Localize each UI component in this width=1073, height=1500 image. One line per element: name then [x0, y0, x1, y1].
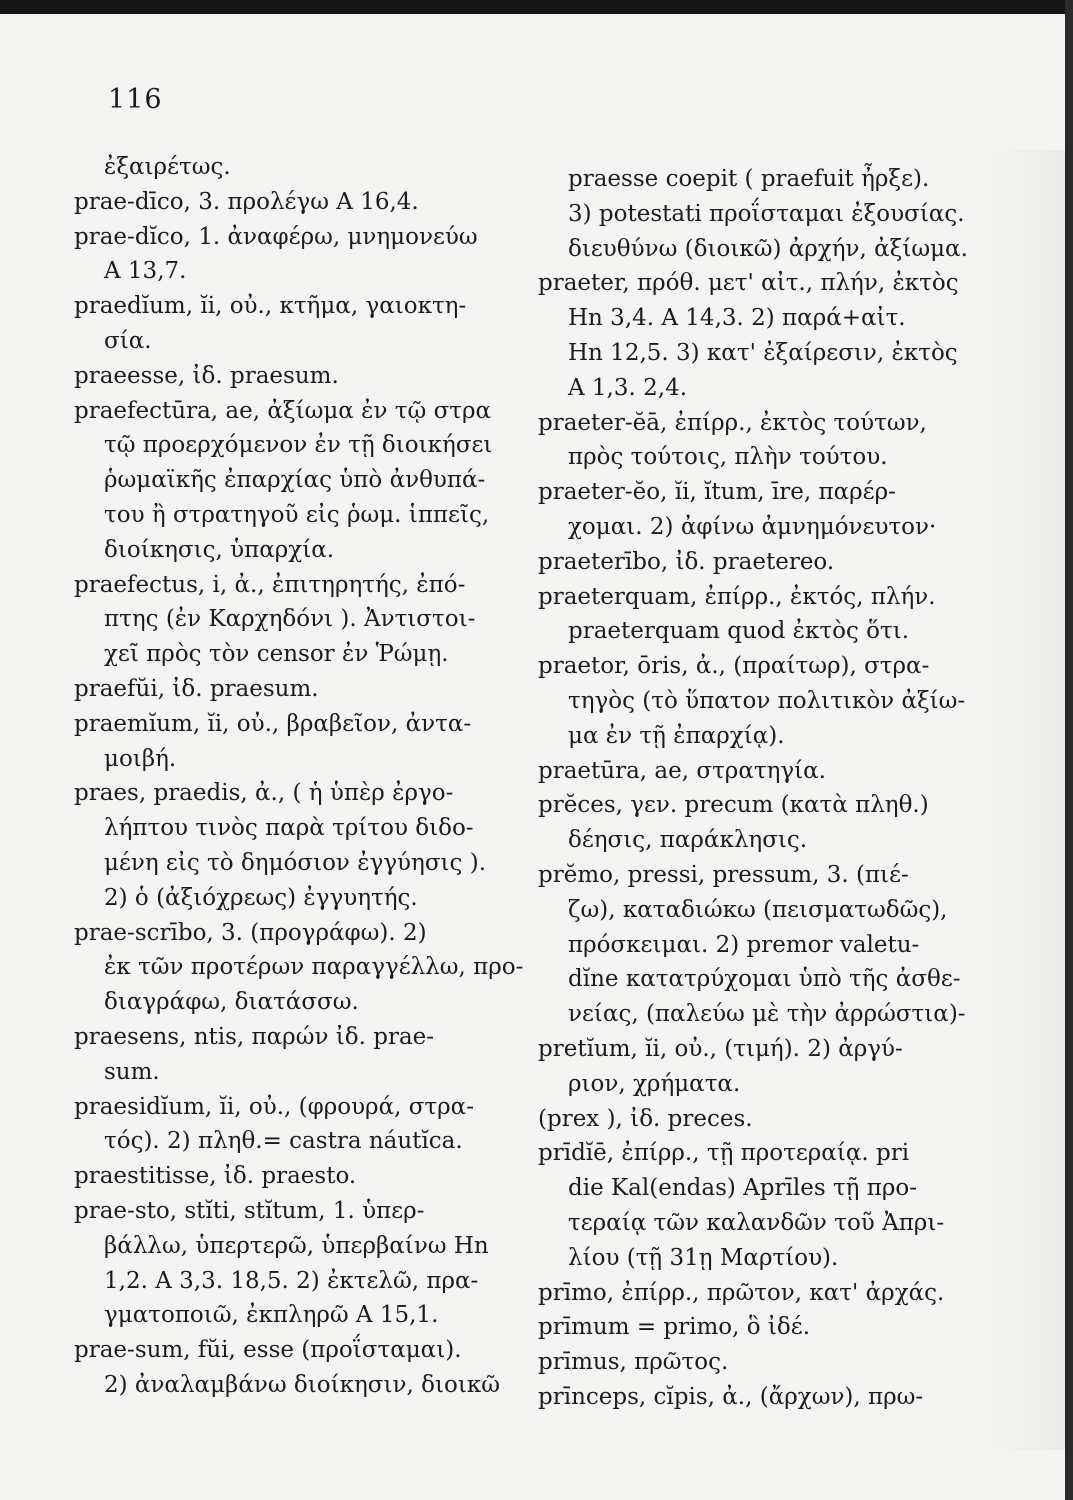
dictionary-line: ἐξαιρέτως.	[104, 154, 231, 180]
right-column	[538, 162, 978, 1415]
dictionary-line: A 13,7.	[104, 258, 187, 285]
dictionary-line: praemĭum, ĭi, οὐ., βραβεῖον, ἀντα-	[74, 710, 472, 737]
dictionary-line: ζω), καταδιώκω (πεισματωδῶς),	[568, 896, 948, 923]
dictionary-line: praestitisse, ἰδ. praesto.	[74, 1163, 357, 1190]
dictionary-line: dĭne κατατρύχομαι ὑπὸ τῆς ἀσθε-	[568, 966, 961, 993]
dictionary-line: praeterquam quod ἐκτὸς ὅτι.	[568, 618, 910, 645]
dictionary-line: μένη εἰς τὸ δημόσιον ἐγγύησις ).	[104, 849, 487, 876]
dictionary-line: prīdĭē, ἐπίρρ., τῇ προτεραίᾳ. pri	[538, 1140, 910, 1167]
dictionary-line: praeter-ĕo, ĭi, ĭtum, īre, παρέρ-	[538, 479, 896, 506]
dictionary-line: νείας, (παλεύω μὲ τὴν ἀρρώστια)-	[568, 1001, 966, 1028]
dictionary-line: τηγὸς (τὸ ὕπατον πολιτικὸν ἀξίω-	[568, 687, 966, 714]
dictionary-line: του ἢ στρατηγοῦ εἰς ῥωμ. ἱππεῖς,	[104, 501, 490, 528]
dictionary-line: praefŭi, ἰδ. praesum.	[74, 675, 319, 702]
dictionary-line: μα ἐν τῇ ἐπαρχίᾳ).	[568, 722, 785, 749]
dictionary-line: praesidĭum, ĭi, οὐ., (φρουρά, στρα-	[74, 1093, 474, 1120]
dictionary-line: prae-dĭco, 1. ἀναφέρω, μνημονεύω	[74, 223, 478, 250]
dictionary-line: σία.	[104, 327, 152, 354]
dictionary-line: praeterquam, ἐπίρρ., ἐκτός, πλήν.	[538, 583, 936, 610]
dictionary-line: ριον, χρήματα.	[568, 1070, 741, 1097]
dictionary-line: 1,2. A 3,3. 18,5. 2) ἐκτελῶ, πρα-	[104, 1267, 479, 1294]
show-through-shadow	[985, 150, 1065, 1450]
dictionary-line: prae-dīco, 3. προλέγω A 16,4.	[74, 188, 419, 215]
dictionary-line: πρόσκειμαι. 2) premor valetu-	[568, 931, 920, 958]
dictionary-line: prīmus, πρῶτος.	[538, 1349, 729, 1376]
dictionary-line: 3) potestati προΐσταμαι ἐξουσίας.	[568, 200, 965, 227]
dictionary-line: praesse coepit ( praefuit ἦρξε).	[568, 166, 930, 192]
dictionary-line: τός). 2) πληθ.= castra náutĭca.	[104, 1128, 463, 1155]
dictionary-line: γματοποιῶ, ἐκπληρῶ A 15,1.	[104, 1302, 439, 1329]
dictionary-line: τεραίᾳ τῶν καλανδῶν τοῦ Ἀπρι-	[568, 1209, 945, 1236]
dictionary-line: A 1,3. 2,4.	[568, 374, 688, 401]
dictionary-line: διοίκησις, ὑπαρχία.	[104, 536, 335, 563]
dictionary-line: prīmo, ἐπίρρ., πρῶτον, κατ' ἀρχάς.	[538, 1279, 945, 1306]
dictionary-line: pretĭum, ĭi, οὐ., (τιμή). 2) ἀργύ-	[538, 1035, 903, 1062]
dictionary-line: praeesse, ἰδ. praesum.	[74, 362, 339, 389]
dictionary-line: μοιβή.	[104, 745, 177, 772]
dictionary-line: δέησις, παράκλησις.	[568, 827, 808, 854]
dictionary-line: praeterībo, ἰδ. praetereo.	[538, 548, 835, 575]
dictionary-line: prīmum = primo, ὃ ἰδέ.	[538, 1314, 811, 1341]
dictionary-line: ἐκ τῶν προτέρων παραγγέλλω, προ-	[104, 954, 524, 981]
dictionary-line: διαγράφω, διατάσσω.	[104, 989, 359, 1016]
dictionary-line: die Kal(endas) Aprīles τῇ προ-	[568, 1175, 918, 1202]
dictionary-line: praeter, πρόθ. μετ' αἰτ., πλήν, ἐκτὸς	[538, 270, 959, 297]
dictionary-line: praesens, ntis, παρών ἰδ. prae-	[74, 1023, 435, 1050]
dictionary-line: prae-scrībo, 3. (προγράφω). 2)	[74, 919, 427, 946]
page-number: 116	[108, 84, 163, 115]
dictionary-line: λίου (τῇ 31ῃ Μαρτίου).	[568, 1244, 839, 1271]
dictionary-line: χεῖ πρὸς τὸν censor ἐν Ῥώμῃ.	[104, 641, 449, 668]
dictionary-line: praefectus, i, ἀ., ἐπιτηρητής, ἐπό-	[74, 571, 466, 598]
dictionary-line: prĕmo, pressi, pressum, 3. (πιέ-	[538, 861, 909, 888]
dictionary-line: τῷ προερχόμενον ἐν τῇ διοικήσει	[104, 432, 493, 459]
dictionary-line: prĕces, γεν. precum (κατὰ πληθ.)	[538, 792, 929, 819]
scan-edge-top	[0, 0, 1073, 14]
dictionary-line: (prex ), ἰδ. preces.	[538, 1105, 753, 1132]
dictionary-line: sum.	[104, 1058, 160, 1085]
dictionary-line: praedĭum, ĭi, οὐ., κτῆμα, γαιοκτη-	[74, 293, 467, 320]
dictionary-line: prīnceps, cĭpis, ἀ., (ἄρχων), πρω-	[538, 1383, 924, 1410]
dictionary-line: Hn 12,5. 3) κατ' ἐξαίρεσιν, ἐκτὸς	[568, 339, 958, 366]
dictionary-line: praes, praedis, ἀ., ( ἡ ὑπὲρ ἐργο-	[74, 780, 454, 807]
dictionary-line: praefectūra, ae, ἀξίωμα ἐν τῷ στρα	[74, 397, 492, 424]
dictionary-line: πρὸς τούτοις, πλὴν τούτου.	[568, 444, 888, 471]
dictionary-line: χομαι. 2) ἀφίνω ἀμνημόνευτον·	[568, 513, 937, 540]
dictionary-line: praetor, ōris, ἀ., (πραίτωρ), στρα-	[538, 653, 930, 680]
dictionary-line: Hn 3,4. A 14,3. 2) παρά+αἰτ.	[568, 305, 906, 332]
dictionary-line: 2) ὁ (ἀξιόχρεως) ἐγγυητής.	[104, 884, 418, 911]
dictionary-line: prae-sum, fŭi, esse (προΐσταμαι).	[74, 1337, 462, 1364]
dictionary-line: πτης (ἐν Καρχηδόνι ). Ἀντιστοι-	[104, 606, 476, 633]
dictionary-line: praeter-ĕā, ἐπίρρ., ἐκτὸς τούτων,	[538, 409, 927, 436]
dictionary-line: praetūra, ae, στρατηγία.	[538, 757, 826, 784]
scan-edge-right	[1065, 0, 1073, 1500]
dictionary-line: prae-sto, stĭti, stĭtum, 1. ὑπερ-	[74, 1197, 425, 1224]
dictionary-line: διευθύνω (διοικῶ) ἀρχήν, ἀξίωμα.	[568, 235, 968, 262]
dictionary-line: 2) ἀναλαμβάνω διοίκησιν, διοικῶ	[104, 1371, 500, 1398]
dictionary-line: ῥωμαϊκῆς ἐπαρχίας ὑπὸ ἀνθυπά-	[104, 467, 486, 494]
left-column	[74, 150, 524, 1403]
dictionary-line: βάλλω, ὑπερτερῶ, ὑπερβαίνω Hn	[104, 1232, 489, 1259]
dictionary-line: λήπτου τινὸς παρὰ τρίτου διδο-	[104, 815, 474, 842]
